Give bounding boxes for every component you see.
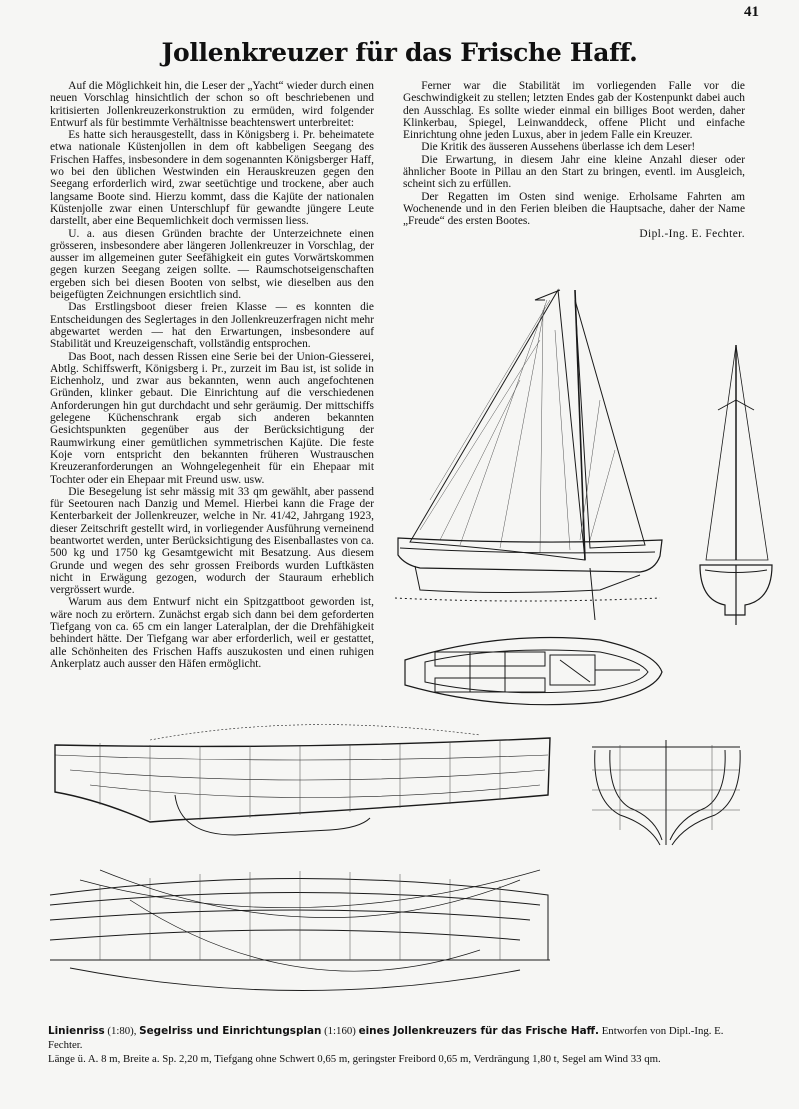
article-title: Jollenkreuzer für das Frische Haff.	[161, 38, 638, 67]
paragraph: Warum aus dem Entwurf nicht ein Spitzgattboot geworden ist, wäre noch zu erörtern. Zunächst ergab sich dann bei dem geforderten Tiefgang von ca. 65 cm ein langer Lateralplan, der die Drehfähigkeit behindert hätte. Der Tiefgang war aber erforderlich, weil er gestattet, alle Schönheiten des Frischen Haffs auszukosten und einen ruhigen Ankerplatz auch ausser den Häfen ermöglicht.	[50, 596, 374, 670]
paragraph: Es hatte sich herausgestellt, dass in Königsberg i. Pr. beheimatete etwa nationale Küstenjollen in dem oft kabbeligen Seegang des Frischen Haffes, insbesondere in dem sogenannten Königsberger Haff, wo bei den üblichen Westwinden ein Herauskreuzen gegen den Seegang erforderlich wird, zwar seetüchtige und trockene, aber auch langsame Boote sind. Hierzu kommt, dass die Kajüte der nationalen Küstenjolle zwar einen Unterschlupf für gewandte jüngere Leute darstellt, aber eine Bequemlichkeit doch vermissen liess.	[50, 129, 374, 228]
front-view-drawing	[700, 345, 772, 625]
deck-plan-drawing	[405, 638, 662, 705]
caption-lines-plan: Linienriss	[48, 1025, 105, 1037]
paragraph: Die Erwartung, in diesem Jahr eine kleine Anzahl dieser oder ähnlicher Boote in Pillau an den Start zu bringen, eventl. im Ausgleich, scheint sich zu erfüllen.	[403, 153, 745, 191]
paragraph: Die Besegelung ist sehr mässig mit 33 qm gewählt, aber passend für Seetouren nach Danzig und Memel. Hierbei kann die Frage der Kenterbarkeit der Jollenkreuzer, welche in Nr. 41/42, Jahrgang 1923, dieser Zeitschrift gestellt wird, in vorliegender Ausführung verneinend beantwortet werden, unter Berücksichtigung des Eisenballastes von ca. 500 kg und 1750 kg Gesamtgewicht mit Besatzung. Aus diesem Grunde und wegen des sehr grossen Freibords wurden Luftkästen nicht in Erwägung gezogen, wodurch der Stauraum erheblich vergrössert wurde.	[50, 485, 374, 597]
paragraph: Ferner war die Stabilität im vorliegenden Falle vor die Geschwindigkeit zu stellen; letzten Endes gab der Kostenpunkt dabei auch den Ausschlag. Es sollte wieder einmal ein billiges Boot werden, daher Klinkerbau, Spiegel, Leinwanddeck, offene Plicht und einfache Einrichtung ohne jeden Luxus, aber in jedem Falle ein Kreuzer.	[403, 80, 745, 142]
paragraph: Auf die Möglichkeit hin, die Leser der „Yacht“ wieder durch einen neuen Vorschlag hinsichtlich der schon so oft beschriebenen und kritisierten Jollenkreuzerkonstruktion zu ermüden, wird folgender Entwurf als für bestimmte Verhältnisse beachtenswert unterbreitet:	[50, 80, 374, 129]
caption-sail-plan: Segelriss und Einrichtungsplan	[139, 1025, 322, 1037]
caption-scale: (1:80),	[107, 1025, 137, 1037]
paragraph: Der Regatten im Osten sind wenige. Erholsame Fahrten am Wochenende und in den Ferien bleiben die Hauptsache, daher der Name „Freude“ des ersten Bootes.	[403, 190, 745, 228]
caption-designer: Entworfen von Dipl.-Ing. E. Fechter.	[48, 1025, 724, 1051]
body-plan-drawing	[592, 740, 740, 845]
paragraph: Das Boot, nach dessen Rissen eine Serie bei der Union-Giesserei, Abtlg. Schiffswerft, Königsberg i. Pr., zurzeit im Bau ist, ist solide in Eichenholz, und zwar aus bekannten, wenn auch angefochtenen Gründen, klinker gebaut. Die Einrichtung auf die verschiedenen Anforderungen hin gut durchdacht und sehr geräumig. Der mittschiffs gelegene Küchenschrank ergab sich anderen bekannten Gesichtspunkten gegenüber aus der Berücksichtigung der Raumwirkung einer gemütlichen symmetrischen Kajüte. Die feste Koje vorn entspricht den bekannten früheren Wustrauschen Kreuzeranforderungen an Wohngelegenheit für ein Ehepaar mit Tochter oder ein Ehepaar mit Freund usw. usw.	[50, 350, 374, 486]
paragraph: U. a. aus diesen Gründen brachte der Unterzeichnete einen grösseren, insbesondere aber längeren Jollenkreuzer in Vorschlag, der ausser im allgemeinen guter Seefähigkeit ein gutes Vorwärtskommen gegen kurzen Seegang zeigen sollte. — Raumschotseigenschaften ergeben sich bei diesen Booten von selbst, wie dieselben aus den beigefügten Zeichnungen ersichtlich sind.	[50, 227, 374, 302]
figure-caption	[48, 1024, 760, 1066]
caption-specs: Länge ü. A. 8 m, Breite a. Sp. 2,20 m, Tiefgang ohne Schwert 0,65 m, geringster Freibord 0,65 m, Verdrängung 1,80 t, Segel am Wind 33 qm.	[48, 1053, 661, 1065]
half-breadth-plan-drawing	[50, 870, 550, 991]
caption-subject: eines Jollenkreuzers für das Frische Haff.	[358, 1025, 599, 1037]
sail-plan-drawing	[395, 290, 662, 620]
page-number: 41	[744, 4, 759, 20]
author-signature: Dipl.-Ing. E. Fechter.	[639, 227, 745, 240]
right-column	[403, 80, 745, 240]
left-column	[50, 80, 374, 670]
paragraph: Das Erstlingsboot dieser freien Klasse — es konnten die Entscheidungen des Seglertages in den Jollenkreuzerfragen nicht mehr abgewartet werden — hat den Erwartungen, insbesondere auf Stabilität und Kreuzeigenschaft, vollständig entsprochen.	[50, 301, 374, 351]
paragraph: Die Kritik des äusseren Aussehens überlasse ich dem Leser!	[421, 141, 696, 154]
caption-scale: (1:160)	[324, 1025, 356, 1037]
lines-plan-profile-drawing	[55, 725, 550, 835]
